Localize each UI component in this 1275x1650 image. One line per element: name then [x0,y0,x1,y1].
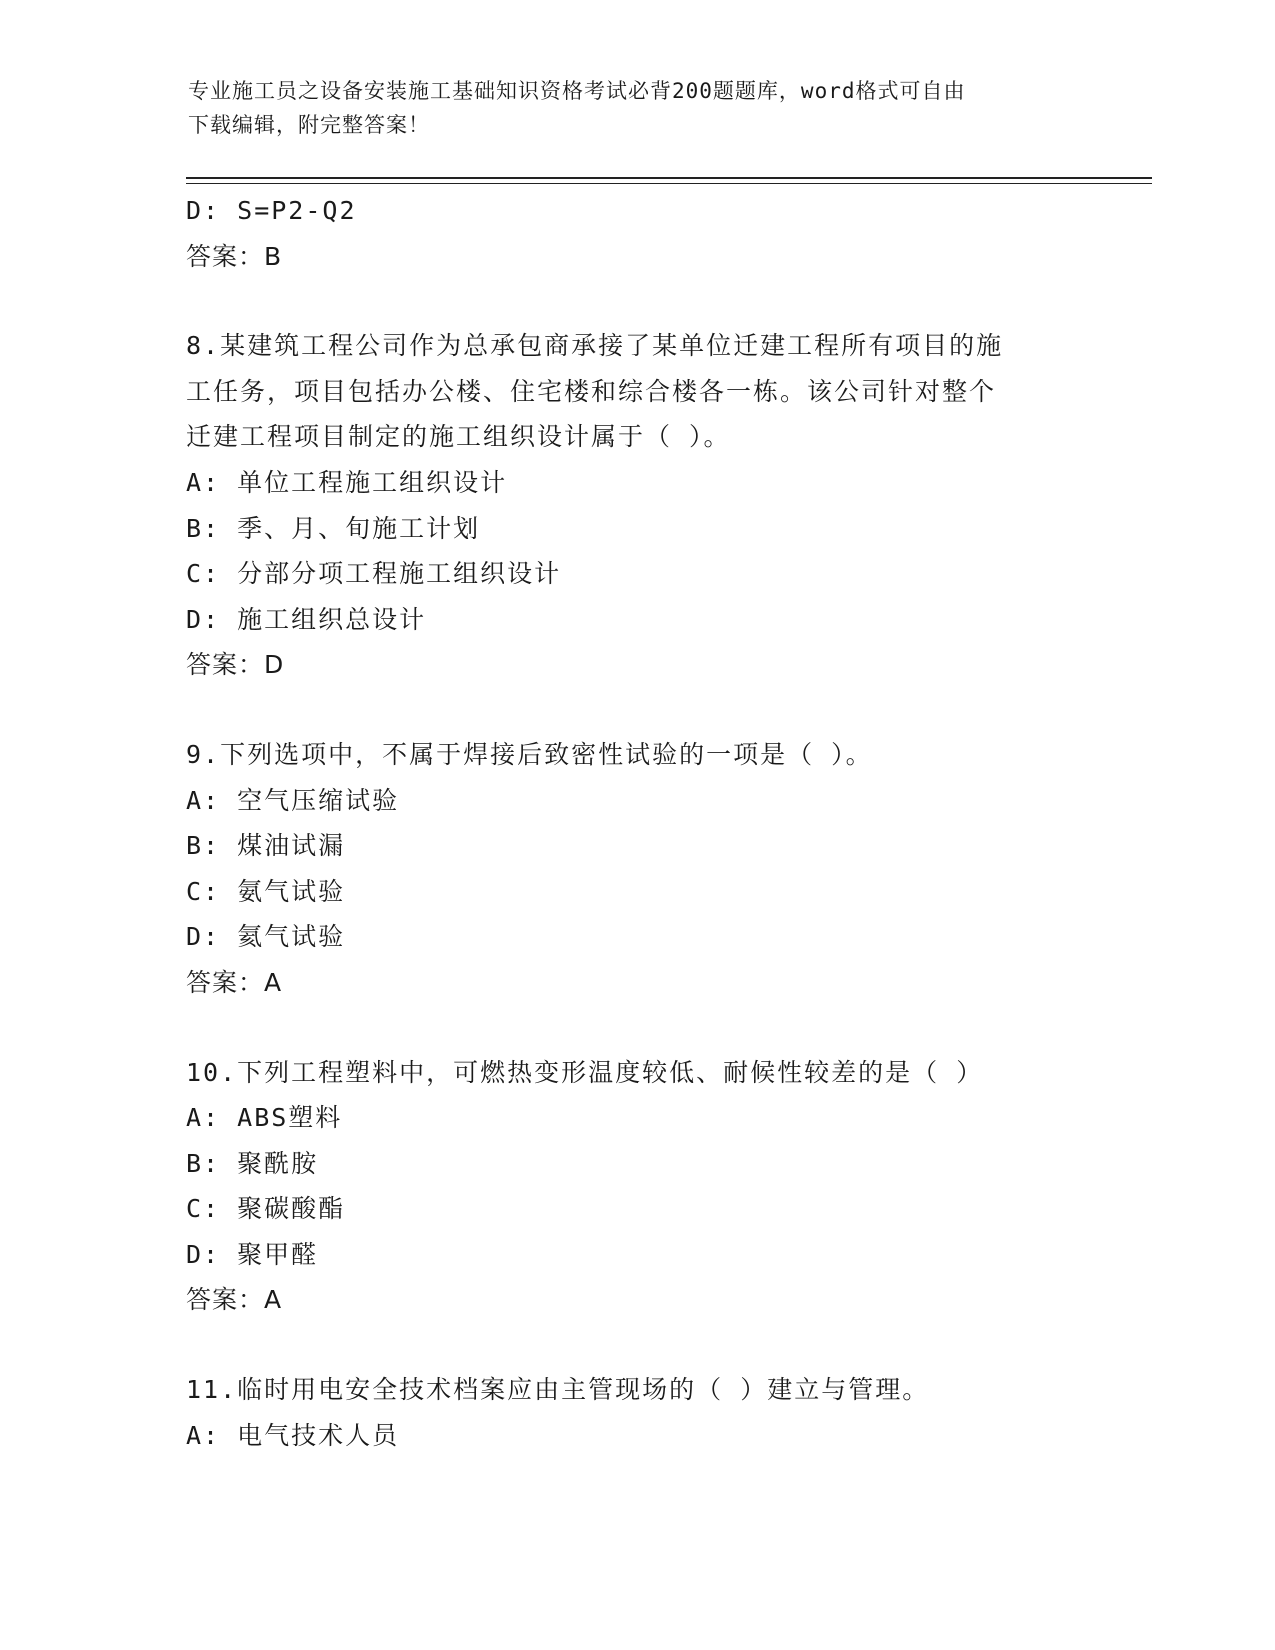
option-b: B: 聚酰胺 [186,1148,319,1178]
question-content [186,188,1086,1458]
question-10 [186,1050,1086,1324]
answer-line: 答案：A [186,967,283,997]
option-d: D: S=P2-Q2 [186,196,357,225]
question-8 [186,323,1086,688]
option-b: B: 煤油试漏 [186,831,346,861]
question-stem-line: 迁建工程项目制定的施工组织设计属于（ ）。 [186,422,731,452]
option-c: C: 聚碳酸酯 [186,1194,346,1224]
header-line-1: 专业施工员之设备安装施工基础知识资格考试必背200题题库，word格式可自由 [188,79,966,103]
option-a: A: ABS塑料 [186,1103,343,1133]
answer-line: 答案：A [186,1285,283,1315]
question-stem-line: 11.临时用电安全技术档案应由主管现场的（ ）建立与管理。 [186,1375,930,1405]
header-divider-thick [186,177,1152,179]
answer-line: 答案：B [186,241,283,271]
option-a: A: 电气技术人员 [186,1420,400,1450]
header-line-2: 下载编辑，附完整答案！ [188,113,430,137]
option-a: A: 空气压缩试验 [186,785,400,815]
question-stem-line: 10.下列工程塑料中，可燃热变形温度较低、耐候性较差的是（ ） [186,1057,984,1087]
option-b: B: 季、月、旬施工计划 [186,513,481,543]
option-c: C: 分部分项工程施工组织设计 [186,559,562,589]
option-d: D: 施工组织总设计 [186,604,427,634]
answer-line: 答案：D [186,650,285,680]
header-divider-thin [186,183,1152,184]
question-9 [186,732,1086,1006]
question-stem-line: 8.某建筑工程公司作为总承包商承接了某单位迁建工程所有项目的施 [186,331,1004,361]
question-stem-line: 9.下列选项中，不属于焊接后致密性试验的一项是（ ）。 [186,739,873,769]
document-header [188,74,1068,142]
option-d: D: 聚甲醛 [186,1239,319,1269]
question-11 [186,1367,1086,1458]
option-d: D: 氦气试验 [186,922,346,952]
option-a: A: 单位工程施工组织设计 [186,467,508,497]
question-stem-line: 工任务，项目包括办公楼、住宅楼和综合楼各一栋。该公司针对整个 [186,376,997,406]
option-c: C: 氨气试验 [186,876,346,906]
